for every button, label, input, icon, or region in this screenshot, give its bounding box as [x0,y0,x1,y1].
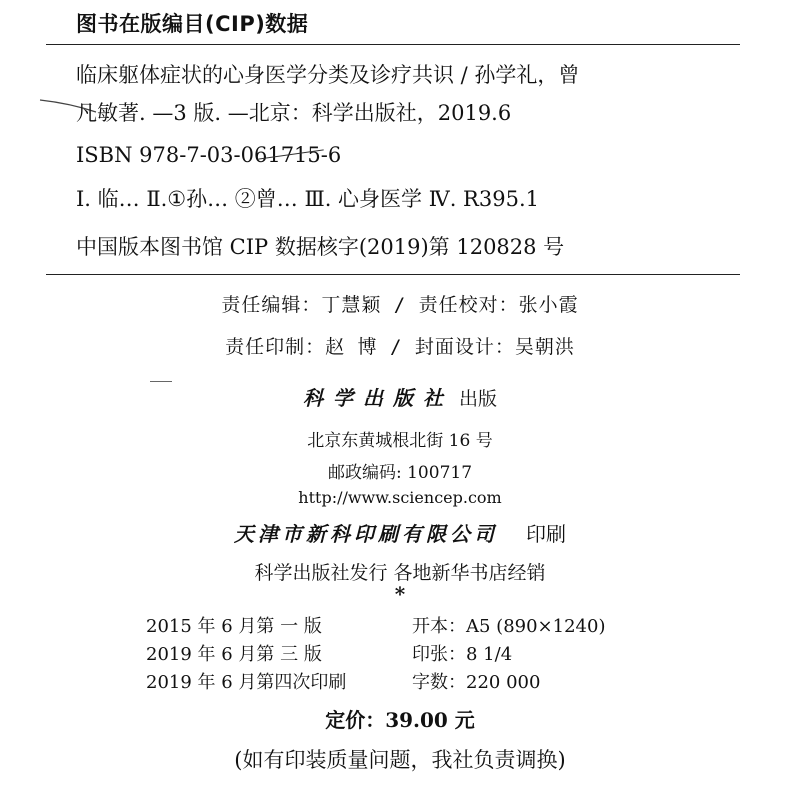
credits-printing-cover: 责任印制：赵 博 / 封面设计：吴朝洪 [225,336,575,358]
cip-classification: Ⅰ. 临… Ⅱ.①孙… ②曾… Ⅲ. 心身医学 Ⅳ. R395.1 [76,187,539,211]
printed-sheets: 印张：8 1/4 [412,644,513,665]
cip-title-line-2: 凡敏著. —3 版. —北京：科学出版社，2019.6 [76,101,512,125]
publisher-url: http://www.sciencep.com [298,488,502,507]
cip-record-number: 中国版本图书馆 CIP 数据核字(2019)第 120828 号 [76,235,565,259]
top-rule [46,44,740,45]
edition-row [146,640,512,666]
format-size: 开本：A5 (890×1240) [412,616,606,637]
credits-editor-proofreader: 责任编辑：丁慧颖 / 责任校对：张小霞 [221,294,579,316]
printing-fourth-date: 2019 年 6 月第四次印刷 [146,672,347,693]
bottom-rule [46,274,740,275]
price: 定价：39.00 元 [325,708,475,732]
cip-heading: 图书在版编目(CIP)数据 [76,12,309,36]
printer-line [0,518,800,547]
word-count: 字数：220 000 [412,672,541,693]
separator-asterisk: * [394,582,406,606]
edition-first-date: 2015 年 6 月第 一 版 [146,616,322,637]
distribution-line: 科学出版社发行 各地新华书店经销 [254,562,546,584]
edition-row [146,668,540,694]
cip-title-line-1: 临床躯体症状的心身医学分类及诊疗共识 / 孙学礼，曾 [76,63,580,87]
publisher-action: 出版 [459,388,498,410]
publisher-address: 北京东黄城根北街 16 号 [307,431,493,451]
edition-row [146,612,605,638]
quality-notice: (如有印装质量问题，我社负责调换) [234,748,566,772]
printer-name: 天津市新科印刷有限公司 [234,522,498,546]
cip-isbn: ISBN 978-7-03-061715-6 [76,143,342,167]
publisher-line [0,382,800,411]
printer-action: 印刷 [526,522,566,546]
edition-third-date: 2019 年 6 月第 三 版 [146,644,322,665]
publisher-name: 科学出版社 [302,386,453,410]
publisher-postcode: 邮政编码: 100717 [327,463,473,483]
